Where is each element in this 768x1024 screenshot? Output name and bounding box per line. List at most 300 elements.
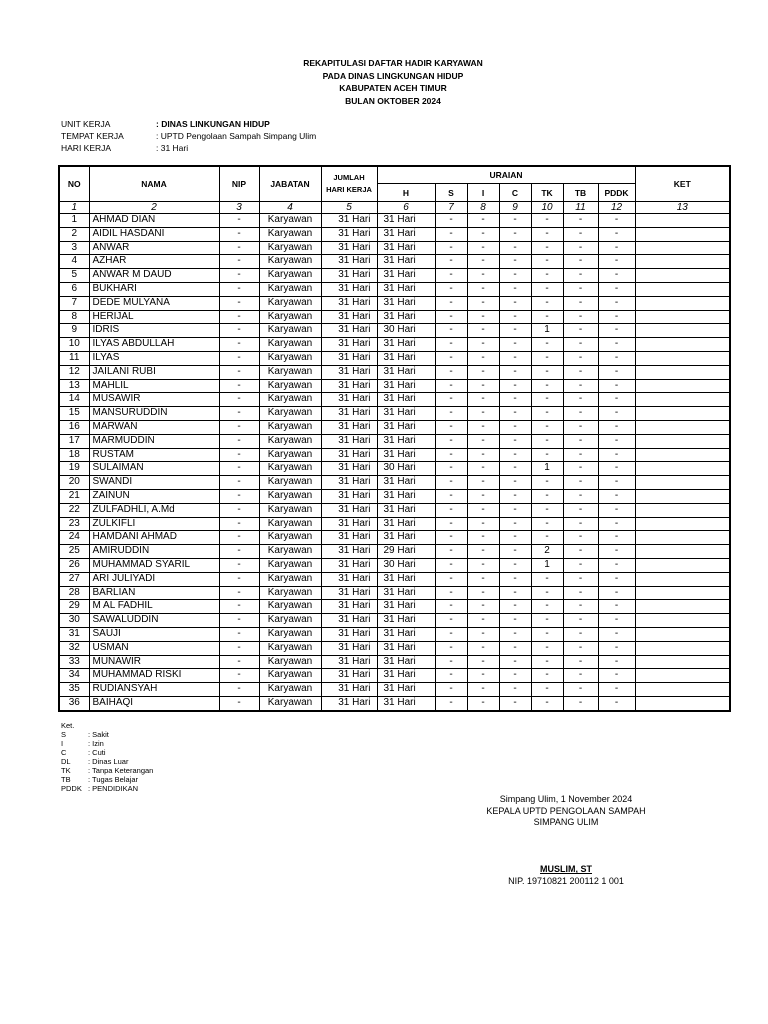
signature-block — [478, 794, 654, 829]
cell-jumlah: 31 Hari — [321, 627, 377, 641]
cell-jabatan: Karyawan — [259, 558, 321, 572]
cell-tk: - — [531, 627, 563, 641]
cell-tb: - — [563, 627, 598, 641]
cell-pddk: - — [598, 614, 635, 628]
cell-c: - — [499, 351, 531, 365]
cell-i: - — [467, 696, 499, 710]
cell-c: - — [499, 393, 531, 407]
cell-pddk: - — [598, 503, 635, 517]
cell-nama: MUHAMMAD RISKI — [89, 669, 219, 683]
cell-jabatan: Karyawan — [259, 365, 321, 379]
cell-c: - — [499, 227, 531, 241]
cell-ket — [635, 683, 730, 697]
cell-i: - — [467, 351, 499, 365]
cell-tb: - — [563, 476, 598, 490]
table-row — [59, 269, 730, 283]
header-nip: NIP — [219, 166, 259, 202]
signatory-nip: NIP. 19710821 200112 1 001 — [508, 875, 624, 886]
cell-s: - — [435, 655, 467, 669]
legend-items — [61, 730, 153, 793]
cell-jumlah: 31 Hari — [321, 255, 377, 269]
cell-tk: - — [531, 379, 563, 393]
cell-jabatan: Karyawan — [259, 683, 321, 697]
cell-ket — [635, 627, 730, 641]
cell-tk: - — [531, 669, 563, 683]
cell-c: - — [499, 310, 531, 324]
cell-tb: - — [563, 572, 598, 586]
cell-ket — [635, 310, 730, 324]
table-row — [59, 338, 730, 352]
cell-nama: MUNAWIR — [89, 655, 219, 669]
cell-jabatan: Karyawan — [259, 241, 321, 255]
cell-jabatan: Karyawan — [259, 641, 321, 655]
cell-pddk: - — [598, 214, 635, 228]
cell-h: 31 Hari — [377, 393, 435, 407]
table-row — [59, 503, 730, 517]
cell-jumlah: 31 Hari — [321, 338, 377, 352]
cell-ket — [635, 503, 730, 517]
cell-ket — [635, 434, 730, 448]
cell-no: 25 — [59, 545, 89, 559]
cell-jumlah: 31 Hari — [321, 420, 377, 434]
column-number: 5 — [321, 202, 377, 214]
cell-tb: - — [563, 269, 598, 283]
cell-s: - — [435, 420, 467, 434]
legend-value: : Tugas Belajar — [88, 775, 139, 784]
cell-s: - — [435, 600, 467, 614]
cell-jumlah: 31 Hari — [321, 545, 377, 559]
cell-no: 7 — [59, 296, 89, 310]
cell-ket — [635, 696, 730, 710]
cell-c: - — [499, 448, 531, 462]
cell-ket — [635, 476, 730, 490]
table-row — [59, 462, 730, 476]
cell-ket — [635, 614, 730, 628]
cell-nama: JAILANI RUBI — [89, 365, 219, 379]
cell-no: 11 — [59, 351, 89, 365]
cell-jumlah: 31 Hari — [321, 227, 377, 241]
cell-s: - — [435, 531, 467, 545]
cell-ket — [635, 269, 730, 283]
cell-jabatan: Karyawan — [259, 393, 321, 407]
cell-jabatan: Karyawan — [259, 296, 321, 310]
cell-nip: - — [219, 655, 259, 669]
column-number: 11 — [563, 202, 598, 214]
cell-tb: - — [563, 296, 598, 310]
cell-tk: - — [531, 420, 563, 434]
cell-ket — [635, 379, 730, 393]
legend-item — [61, 757, 153, 766]
cell-i: - — [467, 338, 499, 352]
cell-tk: - — [531, 338, 563, 352]
legend-key: C — [61, 748, 67, 757]
cell-jumlah: 31 Hari — [321, 393, 377, 407]
cell-nama: SAUJI — [89, 627, 219, 641]
cell-jumlah: 31 Hari — [321, 324, 377, 338]
table-row — [59, 351, 730, 365]
cell-i: - — [467, 393, 499, 407]
cell-i: - — [467, 683, 499, 697]
cell-no: 17 — [59, 434, 89, 448]
cell-s: - — [435, 407, 467, 421]
cell-i: - — [467, 476, 499, 490]
cell-i: - — [467, 462, 499, 476]
cell-tb: - — [563, 545, 598, 559]
cell-tk: - — [531, 448, 563, 462]
cell-h: 31 Hari — [377, 627, 435, 641]
legend-value: : Tanpa Keterangan — [88, 766, 154, 775]
cell-i: - — [467, 310, 499, 324]
cell-s: - — [435, 476, 467, 490]
cell-s: - — [435, 365, 467, 379]
cell-nip: - — [219, 324, 259, 338]
cell-ket — [635, 227, 730, 241]
cell-s: - — [435, 489, 467, 503]
cell-no: 4 — [59, 255, 89, 269]
cell-tk: - — [531, 641, 563, 655]
cell-c: - — [499, 641, 531, 655]
cell-jabatan: Karyawan — [259, 489, 321, 503]
cell-c: - — [499, 696, 531, 710]
cell-h: 31 Hari — [377, 214, 435, 228]
cell-h: 31 Hari — [377, 434, 435, 448]
cell-tb: - — [563, 531, 598, 545]
column-number: 12 — [598, 202, 635, 214]
cell-nip: - — [219, 393, 259, 407]
cell-i: - — [467, 489, 499, 503]
cell-i: - — [467, 517, 499, 531]
cell-pddk: - — [598, 269, 635, 283]
cell-tk: - — [531, 476, 563, 490]
cell-nip: - — [219, 489, 259, 503]
cell-nip: - — [219, 214, 259, 228]
cell-i: - — [467, 531, 499, 545]
cell-pddk: - — [598, 696, 635, 710]
cell-h: 31 Hari — [377, 683, 435, 697]
cell-nama: AMIRUDDIN — [89, 545, 219, 559]
cell-pddk: - — [598, 296, 635, 310]
cell-jumlah: 31 Hari — [321, 503, 377, 517]
signatory-name: MUSLIM, ST — [540, 864, 592, 874]
table-row — [59, 296, 730, 310]
cell-jabatan: Karyawan — [259, 600, 321, 614]
cell-tb: - — [563, 324, 598, 338]
table-row — [59, 227, 730, 241]
cell-h: 31 Hari — [377, 227, 435, 241]
cell-pddk: - — [598, 545, 635, 559]
cell-c: - — [499, 531, 531, 545]
cell-s: - — [435, 379, 467, 393]
cell-nama: ILYAS — [89, 351, 219, 365]
cell-tb: - — [563, 351, 598, 365]
cell-i: - — [467, 627, 499, 641]
cell-i: - — [467, 269, 499, 283]
cell-nip: - — [219, 531, 259, 545]
cell-jabatan: Karyawan — [259, 227, 321, 241]
cell-ket — [635, 241, 730, 255]
cell-no: 12 — [59, 365, 89, 379]
cell-s: - — [435, 572, 467, 586]
cell-h: 31 Hari — [377, 641, 435, 655]
cell-tb: - — [563, 558, 598, 572]
cell-jabatan: Karyawan — [259, 255, 321, 269]
cell-h: 30 Hari — [377, 558, 435, 572]
cell-c: - — [499, 407, 531, 421]
cell-s: - — [435, 282, 467, 296]
cell-nama: ARI JULIYADI — [89, 572, 219, 586]
cell-pddk: - — [598, 586, 635, 600]
cell-tk: - — [531, 531, 563, 545]
cell-i: - — [467, 600, 499, 614]
cell-nip: - — [219, 641, 259, 655]
cell-no: 27 — [59, 572, 89, 586]
cell-nama: M AL FADHIL — [89, 600, 219, 614]
cell-no: 32 — [59, 641, 89, 655]
cell-no: 34 — [59, 669, 89, 683]
cell-pddk: - — [598, 227, 635, 241]
cell-ket — [635, 338, 730, 352]
cell-s: - — [435, 255, 467, 269]
header-tb: TB — [563, 184, 598, 202]
cell-c: - — [499, 420, 531, 434]
cell-jabatan: Karyawan — [259, 476, 321, 490]
table-row — [59, 669, 730, 683]
header-uraian: URAIAN — [377, 166, 635, 184]
header-c: C — [499, 184, 531, 202]
cell-tb: - — [563, 407, 598, 421]
cell-tk: - — [531, 517, 563, 531]
table-row — [59, 614, 730, 628]
cell-ket — [635, 407, 730, 421]
cell-nip: - — [219, 407, 259, 421]
cell-tb: - — [563, 696, 598, 710]
cell-no: 15 — [59, 407, 89, 421]
cell-tk: - — [531, 503, 563, 517]
cell-no: 10 — [59, 338, 89, 352]
table-row — [59, 641, 730, 655]
cell-nip: - — [219, 255, 259, 269]
cell-no: 1 — [59, 214, 89, 228]
cell-nama: MARWAN — [89, 420, 219, 434]
cell-ket — [635, 545, 730, 559]
header-h: H — [377, 184, 435, 202]
column-number: 1 — [59, 202, 89, 214]
table-row — [59, 448, 730, 462]
cell-jumlah: 31 Hari — [321, 407, 377, 421]
cell-pddk: - — [598, 600, 635, 614]
cell-jabatan: Karyawan — [259, 669, 321, 683]
cell-nip: - — [219, 572, 259, 586]
cell-jumlah: 31 Hari — [321, 517, 377, 531]
table-row — [59, 407, 730, 421]
column-number: 8 — [467, 202, 499, 214]
cell-i: - — [467, 296, 499, 310]
cell-nip: - — [219, 517, 259, 531]
table-row — [59, 393, 730, 407]
cell-h: 31 Hari — [377, 572, 435, 586]
cell-pddk: - — [598, 572, 635, 586]
cell-nama: RUDIANSYAH — [89, 683, 219, 697]
cell-jabatan: Karyawan — [259, 503, 321, 517]
cell-pddk: - — [598, 489, 635, 503]
cell-nama: ZULKIFLI — [89, 517, 219, 531]
cell-h: 30 Hari — [377, 462, 435, 476]
cell-jumlah: 31 Hari — [321, 241, 377, 255]
header-pddk: PDDK — [598, 184, 635, 202]
cell-jabatan: Karyawan — [259, 655, 321, 669]
cell-c: - — [499, 655, 531, 669]
cell-nip: - — [219, 379, 259, 393]
cell-tb: - — [563, 393, 598, 407]
cell-nama: HERIJAL — [89, 310, 219, 324]
cell-tb: - — [563, 614, 598, 628]
cell-pddk: - — [598, 683, 635, 697]
cell-pddk: - — [598, 310, 635, 324]
cell-no: 14 — [59, 393, 89, 407]
work-info — [61, 118, 316, 154]
cell-c: - — [499, 586, 531, 600]
cell-s: - — [435, 558, 467, 572]
cell-tk: 1 — [531, 324, 563, 338]
legend-item — [61, 784, 153, 793]
cell-jabatan: Karyawan — [259, 351, 321, 365]
cell-s: - — [435, 269, 467, 283]
legend-key: S — [61, 730, 67, 739]
cell-i: - — [467, 379, 499, 393]
cell-c: - — [499, 214, 531, 228]
cell-h: 31 Hari — [377, 655, 435, 669]
cell-nip: - — [219, 503, 259, 517]
cell-jabatan: Karyawan — [259, 282, 321, 296]
cell-nip: - — [219, 420, 259, 434]
column-number: 6 — [377, 202, 435, 214]
cell-jumlah: 31 Hari — [321, 489, 377, 503]
cell-no: 5 — [59, 269, 89, 283]
cell-no: 31 — [59, 627, 89, 641]
signatory — [478, 864, 654, 887]
cell-nip: - — [219, 614, 259, 628]
cell-h: 31 Hari — [377, 241, 435, 255]
cell-jabatan: Karyawan — [259, 310, 321, 324]
title-line-4: BULAN OKTOBER 2024 — [345, 95, 441, 106]
cell-tk: - — [531, 696, 563, 710]
cell-jabatan: Karyawan — [259, 324, 321, 338]
cell-tb: - — [563, 448, 598, 462]
cell-no: 16 — [59, 420, 89, 434]
cell-pddk: - — [598, 434, 635, 448]
cell-ket — [635, 462, 730, 476]
cell-ket — [635, 489, 730, 503]
cell-nip: - — [219, 476, 259, 490]
column-number: 13 — [635, 202, 730, 214]
cell-no: 28 — [59, 586, 89, 600]
cell-s: - — [435, 296, 467, 310]
cell-h: 31 Hari — [377, 669, 435, 683]
cell-ket — [635, 324, 730, 338]
cell-jabatan: Karyawan — [259, 448, 321, 462]
cell-i: - — [467, 434, 499, 448]
cell-ket — [635, 572, 730, 586]
cell-jabatan: Karyawan — [259, 696, 321, 710]
table-row — [59, 586, 730, 600]
cell-s: - — [435, 434, 467, 448]
table-row — [59, 241, 730, 255]
cell-jumlah: 31 Hari — [321, 296, 377, 310]
cell-no: 22 — [59, 503, 89, 517]
legend-value: : PENDIDIKAN — [88, 784, 139, 793]
cell-h: 31 Hari — [377, 338, 435, 352]
table-row — [59, 600, 730, 614]
cell-ket — [635, 600, 730, 614]
cell-c: - — [499, 476, 531, 490]
cell-c: - — [499, 269, 531, 283]
cell-jumlah: 31 Hari — [321, 214, 377, 228]
cell-tb: - — [563, 503, 598, 517]
cell-s: - — [435, 517, 467, 531]
cell-tb: - — [563, 655, 598, 669]
cell-h: 29 Hari — [377, 545, 435, 559]
cell-tb: - — [563, 462, 598, 476]
signature-position-2: SIMPANG ULIM — [533, 817, 599, 827]
cell-i: - — [467, 641, 499, 655]
legend-item — [61, 739, 153, 748]
cell-nama: ANWAR M DAUD — [89, 269, 219, 283]
cell-nama: IDRIS — [89, 324, 219, 338]
cell-h: 31 Hari — [377, 407, 435, 421]
legend-key: PDDK — [61, 784, 82, 793]
cell-s: - — [435, 614, 467, 628]
cell-pddk: - — [598, 627, 635, 641]
cell-nama: ILYAS ABDULLAH — [89, 338, 219, 352]
cell-s: - — [435, 545, 467, 559]
cell-no: 24 — [59, 531, 89, 545]
cell-h: 31 Hari — [377, 476, 435, 490]
cell-tb: - — [563, 669, 598, 683]
header-no: NO — [59, 166, 89, 202]
legend-item — [61, 775, 153, 784]
cell-tk: - — [531, 655, 563, 669]
cell-c: - — [499, 669, 531, 683]
cell-nip: - — [219, 683, 259, 697]
cell-jabatan: Karyawan — [259, 214, 321, 228]
cell-h: 31 Hari — [377, 600, 435, 614]
cell-nip: - — [219, 282, 259, 296]
cell-no: 20 — [59, 476, 89, 490]
cell-h: 31 Hari — [377, 517, 435, 531]
cell-jabatan: Karyawan — [259, 531, 321, 545]
header-nama: NAMA — [89, 166, 219, 202]
cell-nip: - — [219, 462, 259, 476]
cell-s: - — [435, 351, 467, 365]
cell-no: 29 — [59, 600, 89, 614]
cell-jumlah: 31 Hari — [321, 614, 377, 628]
cell-jumlah: 31 Hari — [321, 365, 377, 379]
column-number: 3 — [219, 202, 259, 214]
attendance-body — [59, 214, 730, 711]
table-row — [59, 255, 730, 269]
cell-jabatan: Karyawan — [259, 572, 321, 586]
cell-nip: - — [219, 269, 259, 283]
document-title — [0, 57, 768, 107]
cell-ket — [635, 669, 730, 683]
cell-pddk: - — [598, 641, 635, 655]
legend-key: DL — [61, 757, 71, 766]
table-row — [59, 214, 730, 228]
cell-ket — [635, 420, 730, 434]
cell-i: - — [467, 614, 499, 628]
table-row — [59, 572, 730, 586]
cell-ket — [635, 448, 730, 462]
